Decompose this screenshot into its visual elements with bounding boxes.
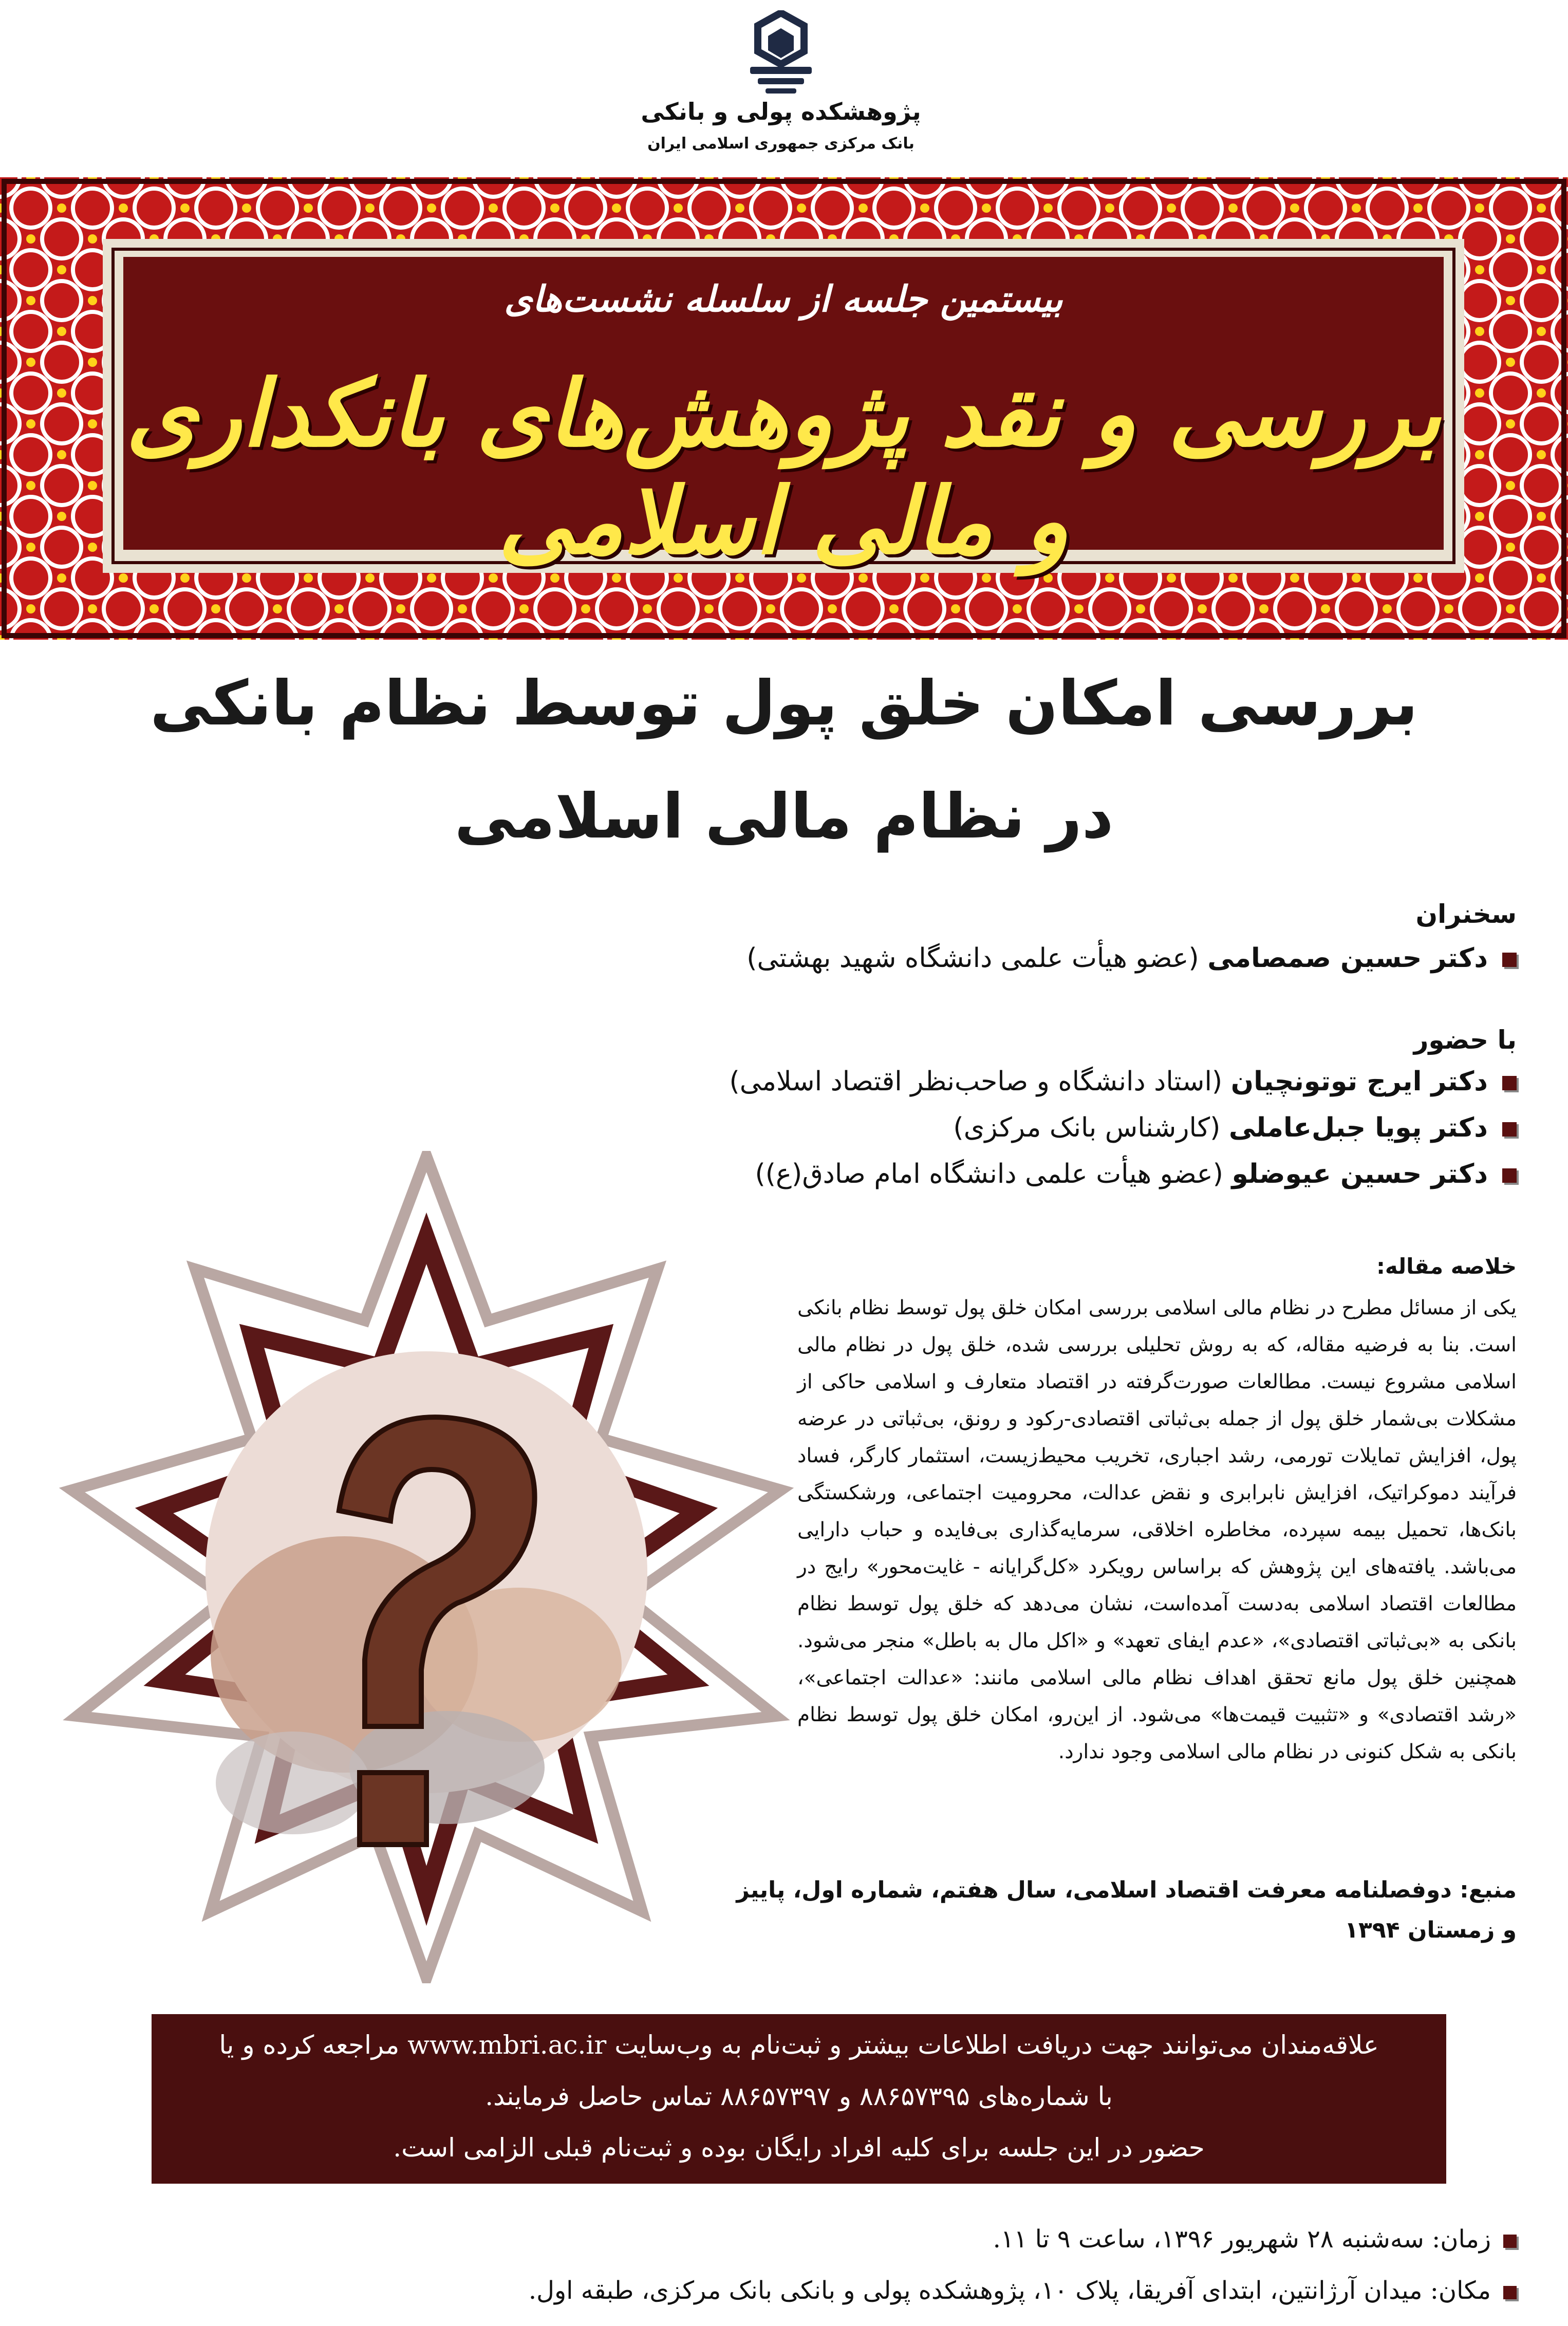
page-title-line1: بررسی امکان خلق پول توسط نظام بانکی [150, 668, 1418, 739]
event-time [78, 2225, 1517, 2254]
info-line-phone: با شماره‌های ۸۸۶۵۷۳۹۵ و ۸۸۶۵۷۳۹۷ تماس حاصل فرمایند. [485, 2081, 1113, 2111]
bullet-square-icon [1502, 1122, 1517, 1137]
series-subtitle: بیستمین جلسه از سلسله نشست‌های [504, 277, 1063, 320]
decorative-star-question-art [26, 1151, 827, 1983]
event-place-text: مکان: میدان آرژانتین، ابتدای آفریقا، پلاک ۱۰، پژوهشکده پولی و بانکی بانک مرکزی، طبقه اول. [528, 2276, 1491, 2305]
attendee-name: دکتر ایرج توتونچیان [1230, 1066, 1488, 1097]
attendee-role: (عضو هیأت علمی دانشگاه امام صادق(ع)) [755, 1159, 1223, 1189]
org-name: پژوهشکده پولی و بانکی [641, 98, 921, 125]
attendee-name: دکتر پویا جبل‌عاملی [1228, 1112, 1488, 1143]
abstract-heading: خلاصه مقاله: [1376, 1254, 1517, 1279]
bullet-square-icon [1503, 2235, 1517, 2248]
speakers-heading: سخنران [1415, 899, 1517, 929]
info-line-website: علاقه‌مندان می‌توانند جهت دریافت اطلاعات بیشتر و ثبت‌نام به وب‌سایت www.mbri.ac.ir مراجعه کرده و یا [219, 2030, 1379, 2060]
registration-info-box [152, 2014, 1446, 2184]
institute-logo [714, 10, 848, 98]
speaker-name: دکتر حسین صمصامی [1207, 943, 1488, 974]
attendee-role: (استاد دانشگاه و صاحب‌نظر اقتصاد اسلامی) [729, 1066, 1223, 1097]
series-title: بررسی و نقد پژوهش‌های بانکداری و مالی اسلامی [126, 360, 1441, 574]
event-time-text: زمان: سه‌شنبه ۲۸ شهریور ۱۳۹۶، ساعت ۹ تا ۱۱. [993, 2225, 1491, 2254]
attendees-heading: با حضور [1413, 1025, 1517, 1055]
bullet-square-icon [1502, 953, 1517, 967]
attendee-role: (کارشناس بانک مرکزی) [953, 1112, 1221, 1143]
bullet-square-icon [1503, 2286, 1517, 2299]
bullet-square-icon [1502, 1076, 1517, 1090]
info-line-free: حضور در این جلسه برای کلیه افراد رایگان بوده و ثبت‌نام قبلی الزامی است. [393, 2133, 1205, 2163]
abstract-source: منبع: دوفصلنامه معرفت اقتصاد اسلامی، سال هفتم، شماره اول، پاییز و زمستان ۱۳۹۴ [736, 1877, 1517, 1943]
attendee-item [232, 1112, 1517, 1143]
bullet-square-icon [1502, 1168, 1517, 1183]
speaker-item [232, 943, 1517, 974]
org-subtitle: بانک مرکزی جمهوری اسلامی ایران [647, 135, 914, 153]
attendee-name: دکتر حسین عیوضلو [1231, 1159, 1488, 1189]
page-title-line2: در نظام مالی اسلامی [454, 781, 1114, 852]
attendee-item [232, 1066, 1517, 1097]
abstract-body: یکی از مسائل مطرح در نظام مالی اسلامی بررسی امکان خلق پول توسط نظام بانکی است. بنا به فرضیه مقاله، که به روش تحلیلی بررسی شده، خلق پول در نظام مالی اسلامی مشروع نیست. مطالعات صورت‌گرفته در اقتصاد متعارف و اسلامی حاکی از مشکلات بی‌شمار خلق پول از جمله بی‌ثباتی اقتصادی-رکود و رونق، بی‌ثباتی در عرضه پول، افزایش تمایلات تورمی، رشد اجباری، تخریب محیط‌زیست، استثمار کارگر، فساد فرآیند دموکراتیک، افزایش نابرابری و نقض عدالت، محرومیت اجتماعی، ورشکستگی بانک‌ها، تحمیل بیمه سپرده، مخاطره اخلاقی، سرمایه‌گذاری بی‌فایده و حباب دارایی می‌باشد. یافته‌های این پژوهش که براساس رویکرد «کل‌گرایانه - غایت‌محور» رایج در مطالعات اقتصاد اسلامی به‌دست آمده‌است، نشان می‌دهد که خلق پول توسط نظام بانکی به «بی‌ثباتی اقتصادی»، «عدم ایفای تعهد» و «اکل مال به باطل» منجر می‌شود. همچنین خلق پول مانع تحقق اهداف نظام مالی اسلامی مانند: «عدالت اجتماعی»، «رشد اقتصادی» و «تثبیت قیمت‌ها» می‌شود. از این‌رو، امکان خلق پول توسط نظام بانکی به شکل کنونی در نظام مالی اسلامی وجود ندارد. [797, 1296, 1517, 1763]
event-place [78, 2276, 1517, 2305]
speaker-role: (عضو هیأت علمی دانشگاه شهید بهشتی) [746, 943, 1199, 974]
